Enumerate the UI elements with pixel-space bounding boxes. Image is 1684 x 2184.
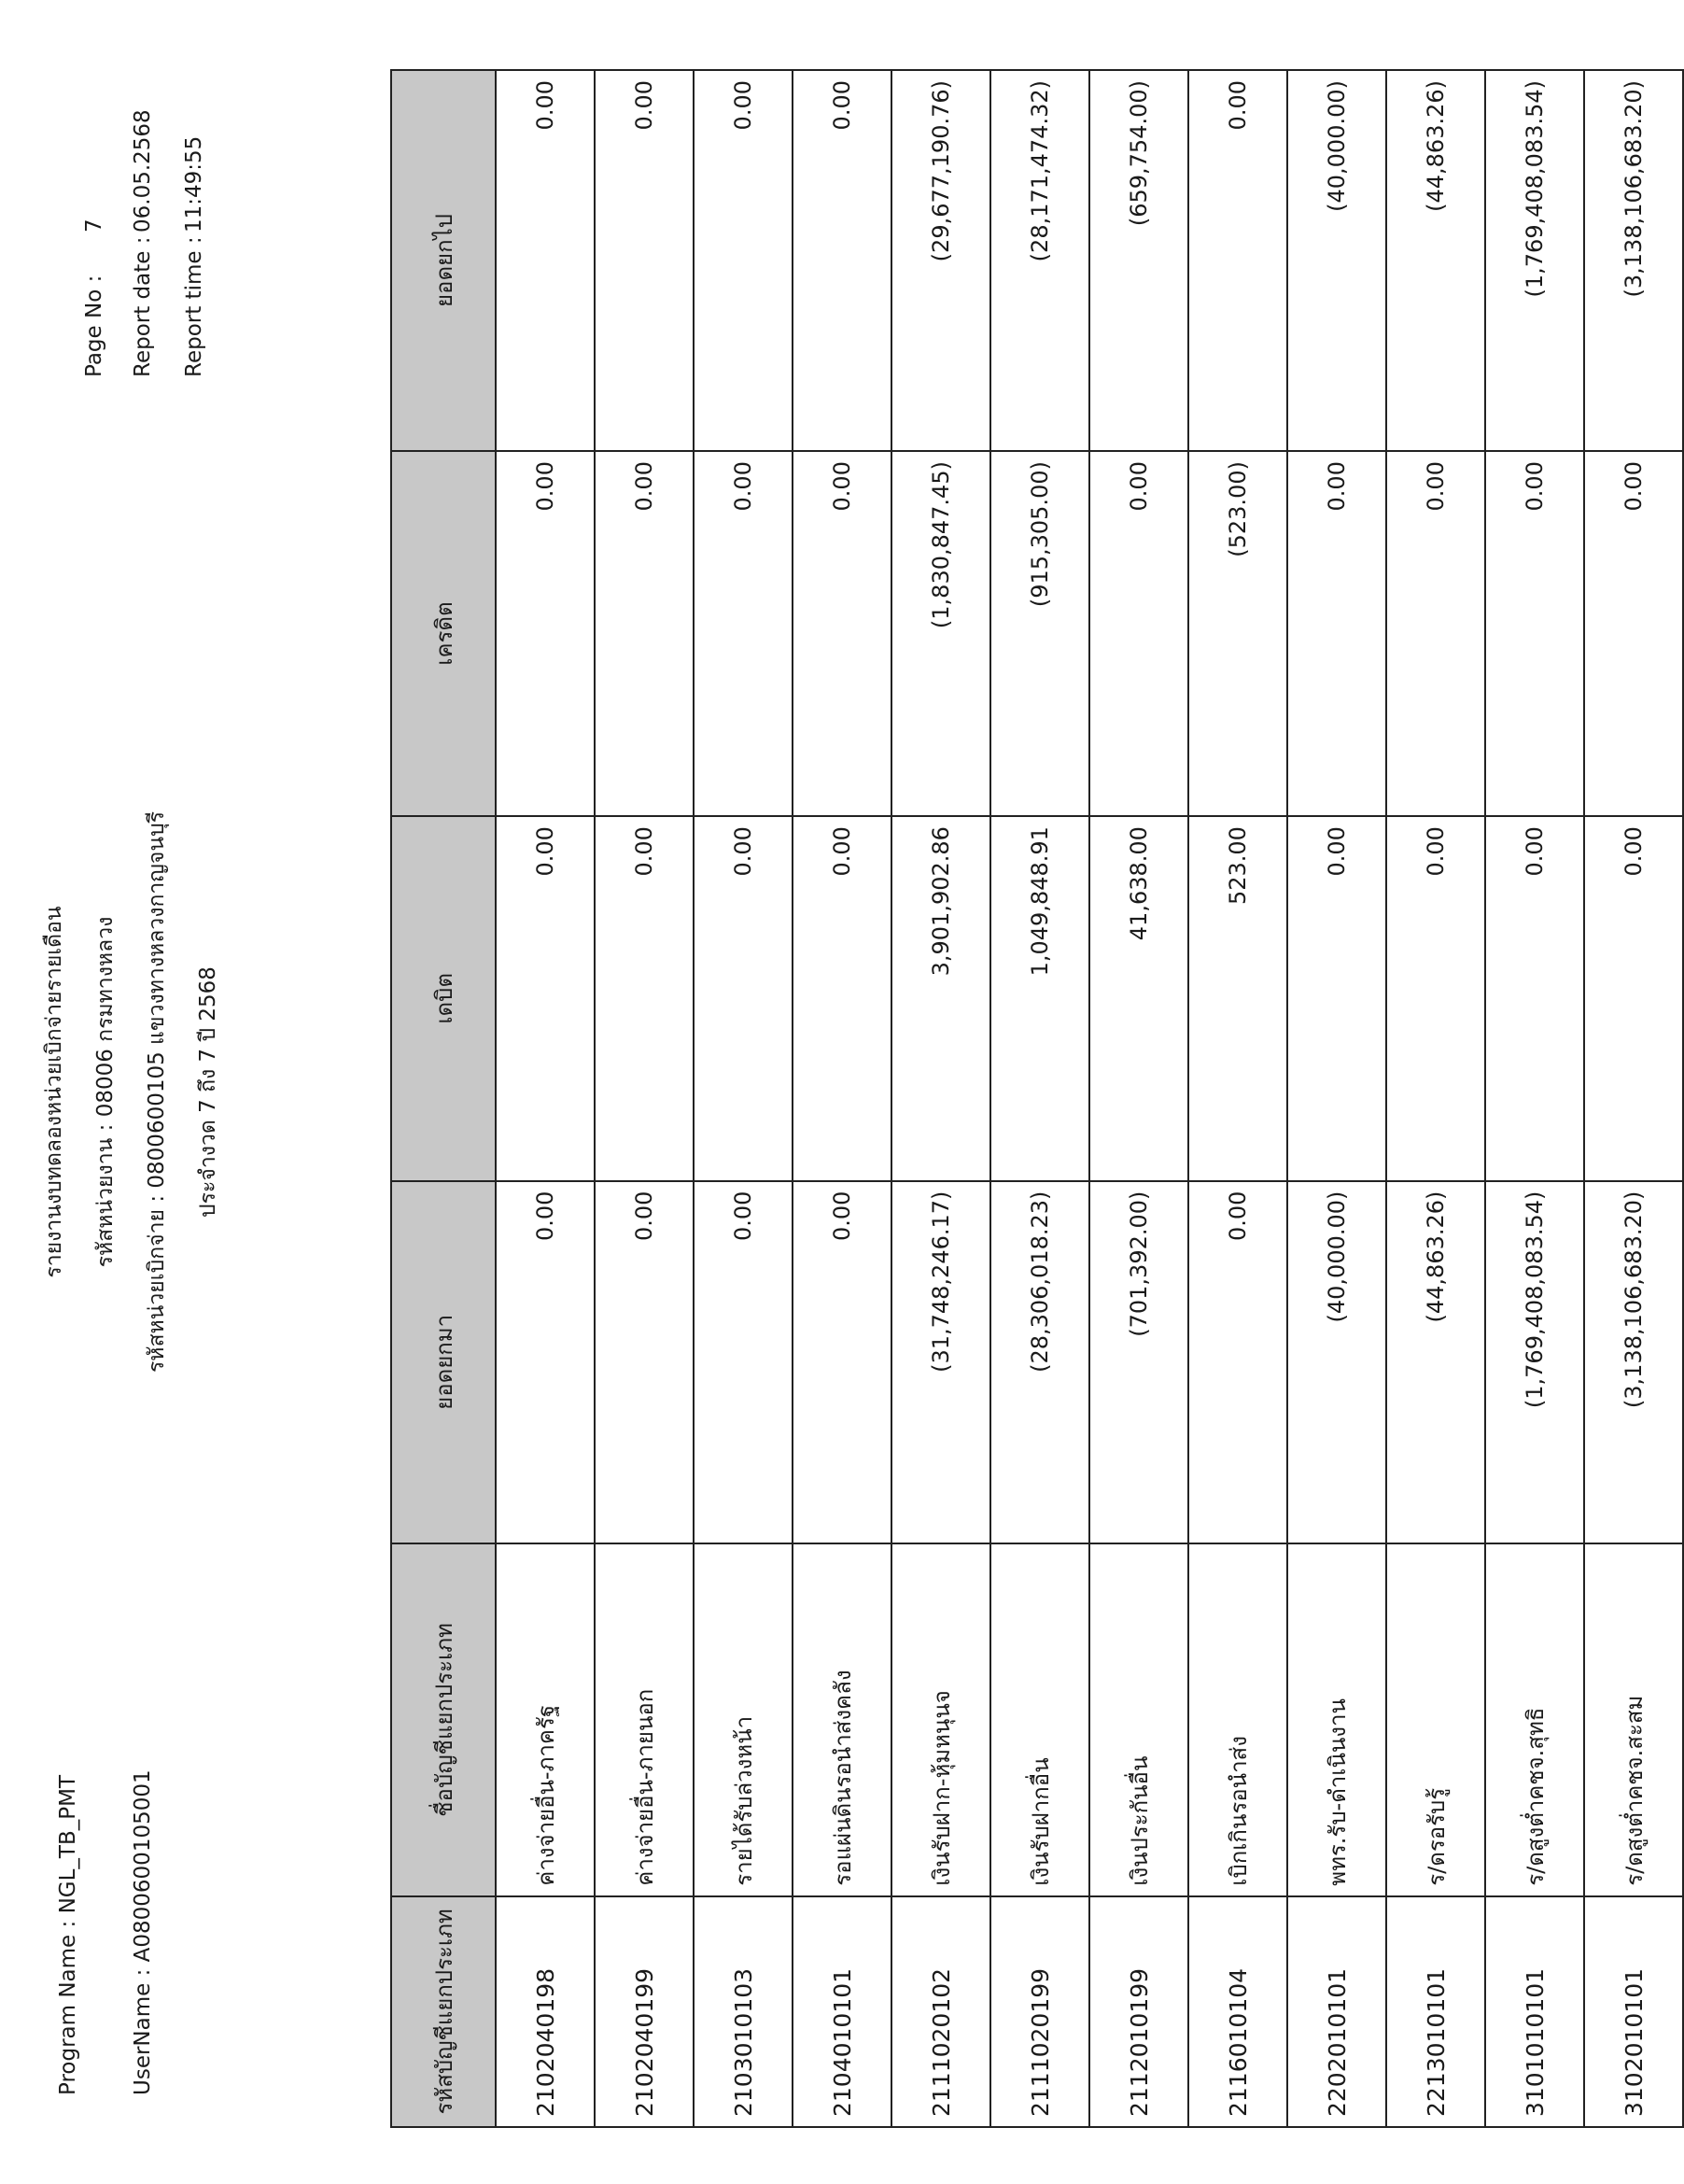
cell-opening-balance: 0.00 bbox=[496, 1181, 595, 1544]
table-row bbox=[1089, 70, 1188, 2127]
cell-debit: 0.00 bbox=[1386, 816, 1485, 1181]
cell-closing-balance: 0.00 bbox=[1188, 70, 1287, 451]
cell-opening-balance: (701,392.00) bbox=[1089, 1181, 1188, 1544]
cell-opening-balance: (31,748,246.17) bbox=[891, 1181, 990, 1544]
cell-closing-balance: 0.00 bbox=[793, 70, 891, 451]
username: UserName : A0800600105001 bbox=[131, 1769, 155, 2095]
cell-opening-balance: 0.00 bbox=[793, 1181, 891, 1544]
col-header-closing-balance: ยอดยกไป bbox=[391, 70, 496, 451]
table-row bbox=[1584, 70, 1683, 2127]
table-row bbox=[990, 70, 1089, 2127]
cell-credit: 0.00 bbox=[1386, 451, 1485, 816]
cell-closing-balance: 0.00 bbox=[694, 70, 793, 451]
cell-closing-balance: (44,863.26) bbox=[1386, 70, 1485, 451]
col-header-account-name: ชื่อบัญชีแยกประเภท bbox=[391, 1543, 496, 1896]
cell-credit: (523.00) bbox=[1188, 451, 1287, 816]
table-row bbox=[595, 70, 694, 2127]
cell-opening-balance: (40,000.00) bbox=[1287, 1181, 1386, 1544]
page-no-label: Page No : bbox=[82, 275, 106, 377]
cell-debit: 3,901,902.86 bbox=[891, 816, 990, 1181]
cell-opening-balance: (28,306,018.23) bbox=[990, 1181, 1089, 1544]
cell-account-code: 2103010103 bbox=[694, 1896, 793, 2127]
cell-account-name: ค่างจ่ายอื่น-ภายนอก bbox=[595, 1543, 694, 1896]
cell-closing-balance: (29,677,190.76) bbox=[891, 70, 990, 451]
page-no-value: 7 bbox=[82, 218, 106, 232]
cell-credit: 0.00 bbox=[694, 451, 793, 816]
report-title: รายงานงบทดลองหน่วยเบิกจ่ายรายเดือน bbox=[42, 906, 66, 1278]
cell-account-code: 2104010101 bbox=[793, 1896, 891, 2127]
cell-closing-balance: (28,171,474.32) bbox=[990, 70, 1089, 451]
cell-account-name: ค่างจ่ายอื่น-ภาครัฐ bbox=[496, 1543, 595, 1896]
cell-opening-balance: 0.00 bbox=[595, 1181, 694, 1544]
cell-debit: 41,638.00 bbox=[1089, 816, 1188, 1181]
cell-credit: 0.00 bbox=[496, 451, 595, 816]
col-header-credit: เครดิต bbox=[391, 451, 496, 816]
cell-account-code: 2111020102 bbox=[891, 1896, 990, 2127]
cell-debit: 0.00 bbox=[1287, 816, 1386, 1181]
table-row bbox=[1188, 70, 1287, 2127]
cell-credit: (1,830,847.45) bbox=[891, 451, 990, 816]
cell-closing-balance: (3,138,106,683.20) bbox=[1584, 70, 1683, 451]
cell-account-code: 3101010101 bbox=[1485, 1896, 1584, 2127]
table-row bbox=[694, 70, 793, 2127]
cell-credit: 0.00 bbox=[793, 451, 891, 816]
cell-account-code: 3102010101 bbox=[1584, 1896, 1683, 2127]
cell-credit: (915,305.00) bbox=[990, 451, 1089, 816]
cell-account-name: ร/ดสูงต่ำคชจ.สะสม bbox=[1584, 1543, 1683, 1896]
report-time-value: 11:49:55 bbox=[182, 135, 206, 232]
report-date-value: 06.05.2568 bbox=[131, 109, 155, 232]
cell-account-name: เงินประกันอื่น bbox=[1089, 1543, 1188, 1896]
col-header-opening-balance: ยอดยกมา bbox=[391, 1181, 496, 1544]
table-row bbox=[891, 70, 990, 2127]
agency-code: รหัสหน่วยงาน : 08006 กรมทางหลวง bbox=[93, 916, 118, 1268]
cell-account-name: รายได้รับล่วงหน้า bbox=[694, 1543, 793, 1896]
cell-account-name: ร/ดสูงต่ำคชจ.สุทธิ bbox=[1485, 1543, 1584, 1896]
cell-opening-balance: 0.00 bbox=[1188, 1181, 1287, 1544]
cell-account-name: ร/ดรอรับรู้ bbox=[1386, 1543, 1485, 1896]
cell-account-code: 2112010199 bbox=[1089, 1896, 1188, 2127]
cell-debit: 1,049,848.91 bbox=[990, 816, 1089, 1181]
cell-closing-balance: (1,769,408,083.54) bbox=[1485, 70, 1584, 451]
table-header-row bbox=[391, 70, 496, 2127]
table-row bbox=[1485, 70, 1584, 2127]
cell-debit: 523.00 bbox=[1188, 816, 1287, 1181]
cell-account-code: 2116010104 bbox=[1188, 1896, 1287, 2127]
cell-credit: 0.00 bbox=[595, 451, 694, 816]
cell-closing-balance: (40,000.00) bbox=[1287, 70, 1386, 451]
report-period: ประจำงวด 7 ถึง 7 ปี 2568 bbox=[196, 966, 220, 1218]
trial-balance-table bbox=[390, 69, 1684, 2128]
cell-debit: 0.00 bbox=[1485, 816, 1584, 1181]
cell-debit: 0.00 bbox=[793, 816, 891, 1181]
cell-debit: 0.00 bbox=[496, 816, 595, 1181]
table-row bbox=[496, 70, 595, 2127]
cell-account-code: 2102040198 bbox=[496, 1896, 595, 2127]
report-time-label: Report time : bbox=[182, 236, 206, 377]
cell-credit: 0.00 bbox=[1485, 451, 1584, 816]
cell-opening-balance: (3,138,106,683.20) bbox=[1584, 1181, 1683, 1544]
cell-debit: 0.00 bbox=[694, 816, 793, 1181]
report-date-label: Report date : bbox=[131, 236, 155, 377]
cell-credit: 0.00 bbox=[1089, 451, 1188, 816]
cell-account-code: 2213010101 bbox=[1386, 1896, 1485, 2127]
cell-debit: 0.00 bbox=[595, 816, 694, 1181]
cell-closing-balance: 0.00 bbox=[496, 70, 595, 451]
table-row bbox=[1287, 70, 1386, 2127]
cell-debit: 0.00 bbox=[1584, 816, 1683, 1181]
cell-account-code: 2111020199 bbox=[990, 1896, 1089, 2127]
cell-account-name: เบิกเกินรอนำส่ง bbox=[1188, 1543, 1287, 1896]
cell-account-code: 2102040199 bbox=[595, 1896, 694, 2127]
cell-opening-balance: 0.00 bbox=[694, 1181, 793, 1544]
cell-account-name: รอแผ่นดินรอนำส่งคลัง bbox=[793, 1543, 891, 1896]
cell-opening-balance: (44,863.26) bbox=[1386, 1181, 1485, 1544]
disbursing-unit: รหัสหน่วยเบิกจ่าย : 0800600105 แขวงทางหลวงกาญจนบุรี bbox=[145, 810, 169, 1374]
cell-closing-balance: (659,754.00) bbox=[1089, 70, 1188, 451]
table-row bbox=[793, 70, 891, 2127]
cell-credit: 0.00 bbox=[1584, 451, 1683, 816]
cell-account-name: พทร.รับ-ดำเนินงาน bbox=[1287, 1543, 1386, 1896]
cell-account-name: เงินรับฝากอื่น bbox=[990, 1543, 1089, 1896]
col-header-debit: เดบิต bbox=[391, 816, 496, 1181]
cell-account-name: เงินรับฝาก-หุ้มหนุนจ bbox=[891, 1543, 990, 1896]
table-row bbox=[1386, 70, 1485, 2127]
cell-credit: 0.00 bbox=[1287, 451, 1386, 816]
program-name: Program Name : NGL_TB_PMT bbox=[56, 1774, 80, 2095]
cell-opening-balance: (1,769,408,083.54) bbox=[1485, 1181, 1584, 1544]
cell-closing-balance: 0.00 bbox=[595, 70, 694, 451]
cell-account-code: 2202010101 bbox=[1287, 1896, 1386, 2127]
col-header-account-code: รหัสบัญชีแยกประเภท bbox=[391, 1896, 496, 2127]
